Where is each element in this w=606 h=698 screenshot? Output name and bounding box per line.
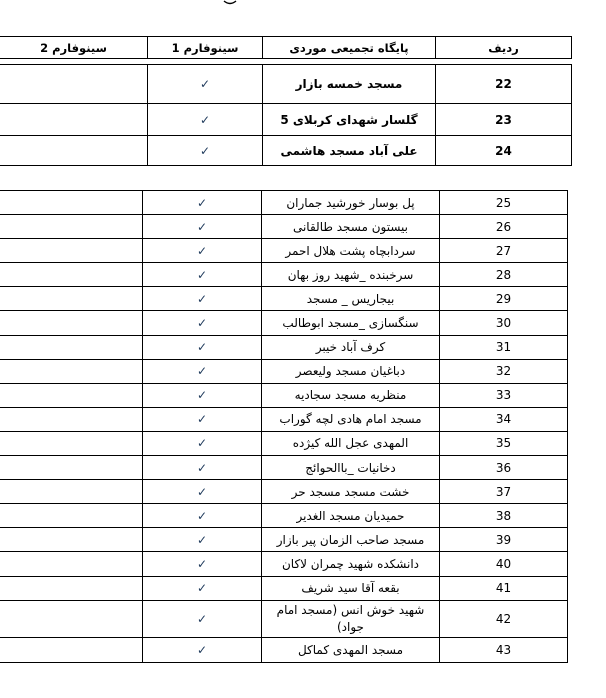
sinopharm-2-cell <box>0 311 143 335</box>
site-name-cell: حمیدیان مسجد الغدیر <box>262 504 440 528</box>
row-number-cell: 34 <box>440 407 568 431</box>
row-number-cell: 33 <box>440 383 568 407</box>
row-number-cell: 27 <box>440 239 568 263</box>
row-number-cell: 37 <box>440 480 568 504</box>
table-row <box>0 383 568 407</box>
sinopharm-1-check: ✓ <box>148 136 263 166</box>
table-row <box>0 287 568 311</box>
sinopharm-2-cell <box>0 191 143 215</box>
sinopharm-2-cell <box>0 104 148 136</box>
sinopharm-2-cell <box>0 576 143 600</box>
sinopharm-1-check: ✓ <box>143 239 262 263</box>
header-row <box>0 37 572 59</box>
sinopharm-1-check: ✓ <box>143 359 262 383</box>
sinopharm-2-cell <box>0 335 143 359</box>
sinopharm-1-check: ✓ <box>143 383 262 407</box>
site-name-cell: سنگسازی _مسجد ابوطالب <box>262 311 440 335</box>
site-name-cell: دباغیان مسجد ولیعصر <box>262 359 440 383</box>
row-number-cell: 26 <box>440 215 568 239</box>
sinopharm-1-check: ✓ <box>143 215 262 239</box>
sinopharm-2-cell <box>0 136 148 166</box>
table-row <box>0 504 568 528</box>
row-number-cell: 29 <box>440 287 568 311</box>
site-name-cell: مسجد خمسه بازار <box>263 65 436 104</box>
table2-body <box>0 190 568 663</box>
sinopharm-2-cell <box>0 552 143 576</box>
sinopharm-2-cell <box>0 239 143 263</box>
table-row <box>0 104 572 136</box>
sinopharm-2-cell <box>0 480 143 504</box>
table-row <box>0 335 568 359</box>
table-row <box>0 239 568 263</box>
site-name-cell: بیجاریس _ مسجد <box>262 287 440 311</box>
sinopharm-2-cell <box>0 637 143 662</box>
site-name-cell: پل بوسار خورشید جماران <box>262 191 440 215</box>
sinopharm-1-check: ✓ <box>143 552 262 576</box>
table-row <box>0 263 568 287</box>
sinopharm-1-check: ✓ <box>148 65 263 104</box>
table-row <box>0 359 568 383</box>
sinopharm-2-cell <box>0 215 143 239</box>
table-row <box>0 480 568 504</box>
cropped-mark <box>223 0 237 5</box>
sinopharm-2-cell <box>0 431 143 455</box>
sinopharm-2-cell <box>0 528 143 552</box>
row-number-cell: 38 <box>440 504 568 528</box>
sinopharm-1-check: ✓ <box>143 504 262 528</box>
row-number-cell: 25 <box>440 191 568 215</box>
site-name-cell: سردابچاه پشت هلال احمر <box>262 239 440 263</box>
site-name-cell: المهدی عجل الله کیژده <box>262 431 440 455</box>
sinopharm-1-check: ✓ <box>143 407 262 431</box>
row-number-cell: 32 <box>440 359 568 383</box>
site-name-cell: دخانیات _باالحوائج <box>262 456 440 480</box>
sinopharm-1-check: ✓ <box>143 335 262 359</box>
row-number-cell: 30 <box>440 311 568 335</box>
row-number-cell: 24 <box>436 136 572 166</box>
sinopharm-2-cell <box>0 287 143 311</box>
table-row <box>0 311 568 335</box>
row-number-cell: 22 <box>436 65 572 104</box>
site-name-cell: منظریه مسجد سجادیه <box>262 383 440 407</box>
row-number-cell: 39 <box>440 528 568 552</box>
site-name-cell: دانشکده شهید چمران لاکان <box>262 552 440 576</box>
sinopharm-1-check: ✓ <box>143 191 262 215</box>
row-number-cell: 36 <box>440 456 568 480</box>
sinopharm-1-check: ✓ <box>143 576 262 600</box>
sinopharm-1-check: ✓ <box>143 263 262 287</box>
sinopharm-2-cell <box>0 383 143 407</box>
sinopharm-2-cell <box>0 407 143 431</box>
site-name-cell: مسجد امام هادی لچه گوراب <box>262 407 440 431</box>
table-row <box>0 65 572 104</box>
table-row <box>0 600 568 637</box>
table-row <box>0 215 568 239</box>
site-name-cell: کرف آباد خیبر <box>262 335 440 359</box>
site-name-cell: بیستون مسجد طالقانی <box>262 215 440 239</box>
site-name-cell: مسجد المهدی کماکل <box>262 637 440 662</box>
sinopharm-1-check: ✓ <box>143 600 262 637</box>
site-name-cell: شهید خوش انس (مسجد امام جواد) <box>262 600 440 637</box>
row-number-cell: 23 <box>436 104 572 136</box>
row-number-cell: 42 <box>440 600 568 637</box>
sinopharm-1-check: ✓ <box>143 431 262 455</box>
sinopharm-1-check: ✓ <box>143 311 262 335</box>
row-number-cell: 35 <box>440 431 568 455</box>
table-row <box>0 637 568 662</box>
table-row <box>0 407 568 431</box>
site-name-cell: سرخبنده _شهید روز بهان <box>262 263 440 287</box>
sinopharm-2-cell <box>0 600 143 637</box>
sinopharm-2-cell <box>0 504 143 528</box>
sinopharm-2-cell <box>0 263 143 287</box>
row-number-cell: 41 <box>440 576 568 600</box>
table-row <box>0 456 568 480</box>
col-header-sinopharm-1: سینوفارم 1 <box>148 37 263 59</box>
site-name-cell: خشت مسجد مسجد حر <box>262 480 440 504</box>
site-name-cell: علی آباد مسجد هاشمی <box>263 136 436 166</box>
site-name-cell: گلسار شهدای کربلای 5 <box>263 104 436 136</box>
row-number-cell: 43 <box>440 637 568 662</box>
sinopharm-1-check: ✓ <box>148 104 263 136</box>
sinopharm-1-check: ✓ <box>143 480 262 504</box>
row-number-cell: 28 <box>440 263 568 287</box>
col-header-site: پایگاه تجمیعی موردی <box>263 37 436 59</box>
col-header-sinopharm-2: سینوفارم 2 <box>0 37 148 59</box>
sinopharm-2-cell <box>0 65 148 104</box>
row-number-cell: 40 <box>440 552 568 576</box>
sinopharm-1-check: ✓ <box>143 287 262 311</box>
table-row <box>0 431 568 455</box>
sinopharm-1-check: ✓ <box>143 528 262 552</box>
header-table <box>0 36 572 59</box>
row-number-cell: 31 <box>440 335 568 359</box>
sinopharm-1-check: ✓ <box>143 456 262 480</box>
table-row <box>0 552 568 576</box>
table-row <box>0 136 572 166</box>
table1-body <box>0 64 572 166</box>
table-row <box>0 191 568 215</box>
site-name-cell: مسجد صاحب الزمان پیر بازار <box>262 528 440 552</box>
table-row <box>0 576 568 600</box>
sinopharm-2-cell <box>0 456 143 480</box>
sinopharm-2-cell <box>0 359 143 383</box>
site-name-cell: بقعه آقا سید شریف <box>262 576 440 600</box>
col-header-row-number: ردیف <box>436 37 572 59</box>
table-row <box>0 528 568 552</box>
sinopharm-1-check: ✓ <box>143 637 262 662</box>
